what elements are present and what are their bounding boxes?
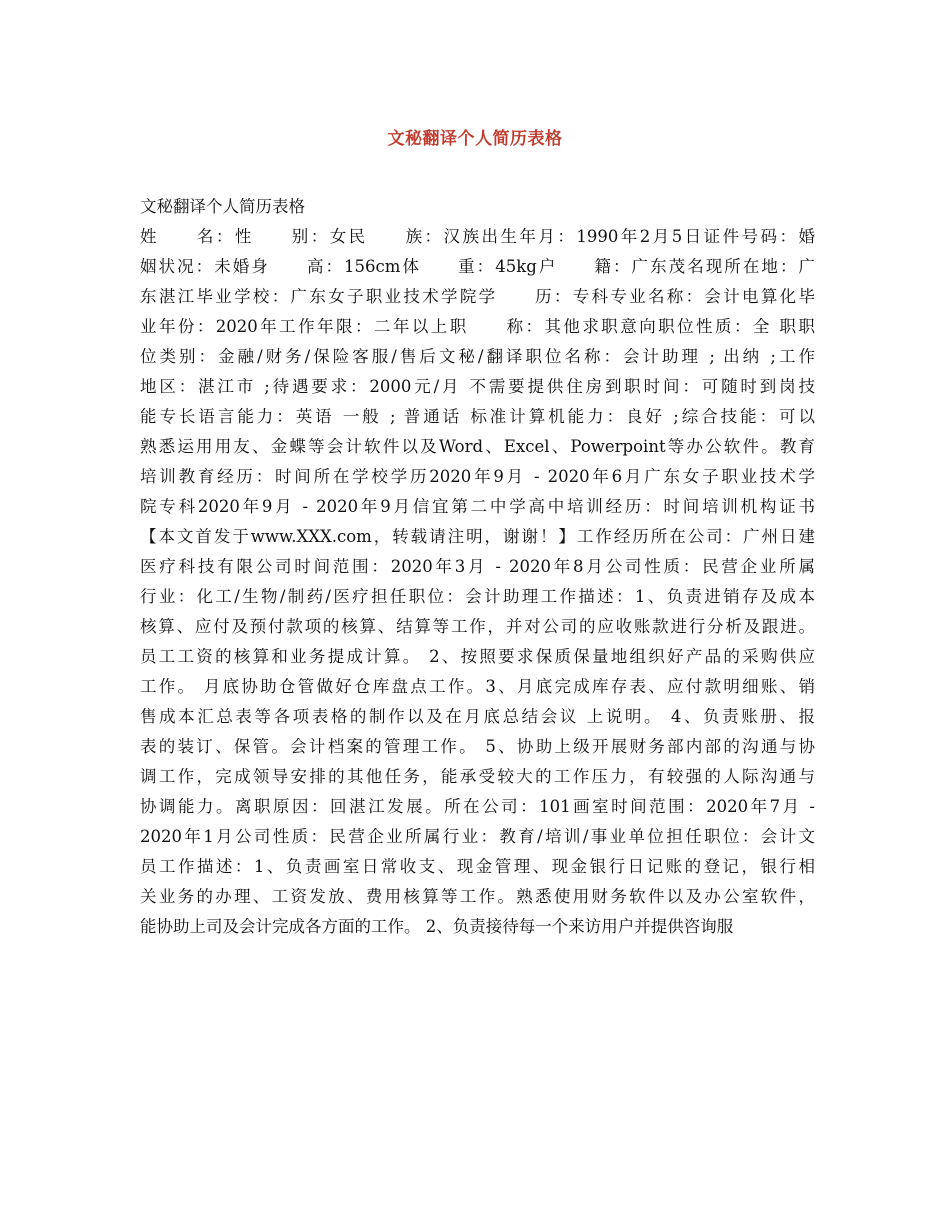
body-line: 【本文首发于www.XXX.com，转载请注明，谢谢！】工作经历所在公司：广州日建: [140, 527, 815, 546]
body-line: 业年份：2020年工作年限：二年以上职 称：其他求职意向职位性质：全 职职: [140, 317, 815, 336]
body-line: 行业：化工/生物/制药/医疗担任职位：会计助理工作描述：1、负责进销存及成本: [140, 587, 815, 606]
body-line: 关业务的办理、工资发放、费用核算等工作。熟悉使用财务软件以及办公室软件，: [140, 887, 815, 906]
body-line: 东湛江毕业学校：广东女子职业技术学院学 历：专科专业名称：会计电算化毕: [140, 287, 815, 306]
body-line: 能协助上司及会计完成各方面的工作。 2、负责接待每一个来访用户并提供咨询服: [140, 917, 734, 936]
body-line: 售成本汇总表等各项表格的制作以及在月底总结会议 上说明。 4、负责账册、报: [140, 707, 815, 726]
body-line: 员工工资的核算和业务提成计算。 2、按照要求保质保量地组织好产品的采购供应: [140, 647, 815, 666]
body-line: 表的装订、保管。会计档案的管理工作。 5、协助上级开展财务部内部的沟通与协: [140, 737, 815, 756]
document-body: [140, 192, 815, 942]
document-title: 文秘翻译个人简历表格: [387, 129, 563, 149]
body-line: 工作。 月底协助仓管做好仓库盘点工作。3、月底完成库存表、应付款明细账、销: [140, 677, 815, 696]
document-subtitle: 文秘翻译个人简历表格: [140, 197, 305, 216]
body-line: 2020年1月公司性质：民营企业所属行业：教育/培训/事业单位担任职位：会计文: [140, 827, 815, 846]
body-line: 院专科2020年9月 - 2020年9月信宜第二中学高中培训经历：时间培训机构证书: [140, 497, 815, 516]
body-line: 调工作，完成领导安排的其他任务，能承受较大的工作压力，有较强的人际沟通与: [140, 767, 815, 786]
body-line: 地区：湛江市 ;待遇要求：2000元/月 不需要提供住房到职时间：可随时到岗技: [140, 377, 815, 396]
body-line: 培训教育经历：时间所在学校学历2020年9月 - 2020年6月广东女子职业技术学: [140, 467, 815, 486]
body-line: 姻状况：未婚身 高：156cm体 重：45kg户 籍：广东茂名现所在地：广: [140, 257, 815, 276]
body-line: 协调能力。离职原因：回湛江发展。所在公司：101画室时间范围：2020年7月 -: [140, 797, 815, 816]
body-line: 医疗科技有限公司时间范围：2020年3月 - 2020年8月公司性质：民营企业所属: [140, 557, 815, 576]
body-line: 熟悉运用用友、金蝶等会计软件以及Word、Excel、Powerpoint等办公软件。教育: [140, 437, 815, 456]
body-line: 能专长语言能力：英语 一般 ; 普通话 标准计算机能力：良好 ;综合技能：可以: [140, 407, 815, 426]
body-line: 姓 名：性 别：女民 族：汉族出生年月：1990年2月5日证件号码：婚: [140, 227, 815, 246]
body-line: 员工作描述：1、负责画室日常收支、现金管理、现金银行日记账的登记，银行相: [140, 857, 815, 876]
body-line: 位类别：金融/财务/保险客服/售后文秘/翻译职位名称：会计助理 ; 出纳 ;工作: [140, 347, 815, 366]
body-line: 核算、应付及预付款项的核算、结算等工作，并对公司的应收账款进行分析及跟进。: [140, 617, 815, 636]
